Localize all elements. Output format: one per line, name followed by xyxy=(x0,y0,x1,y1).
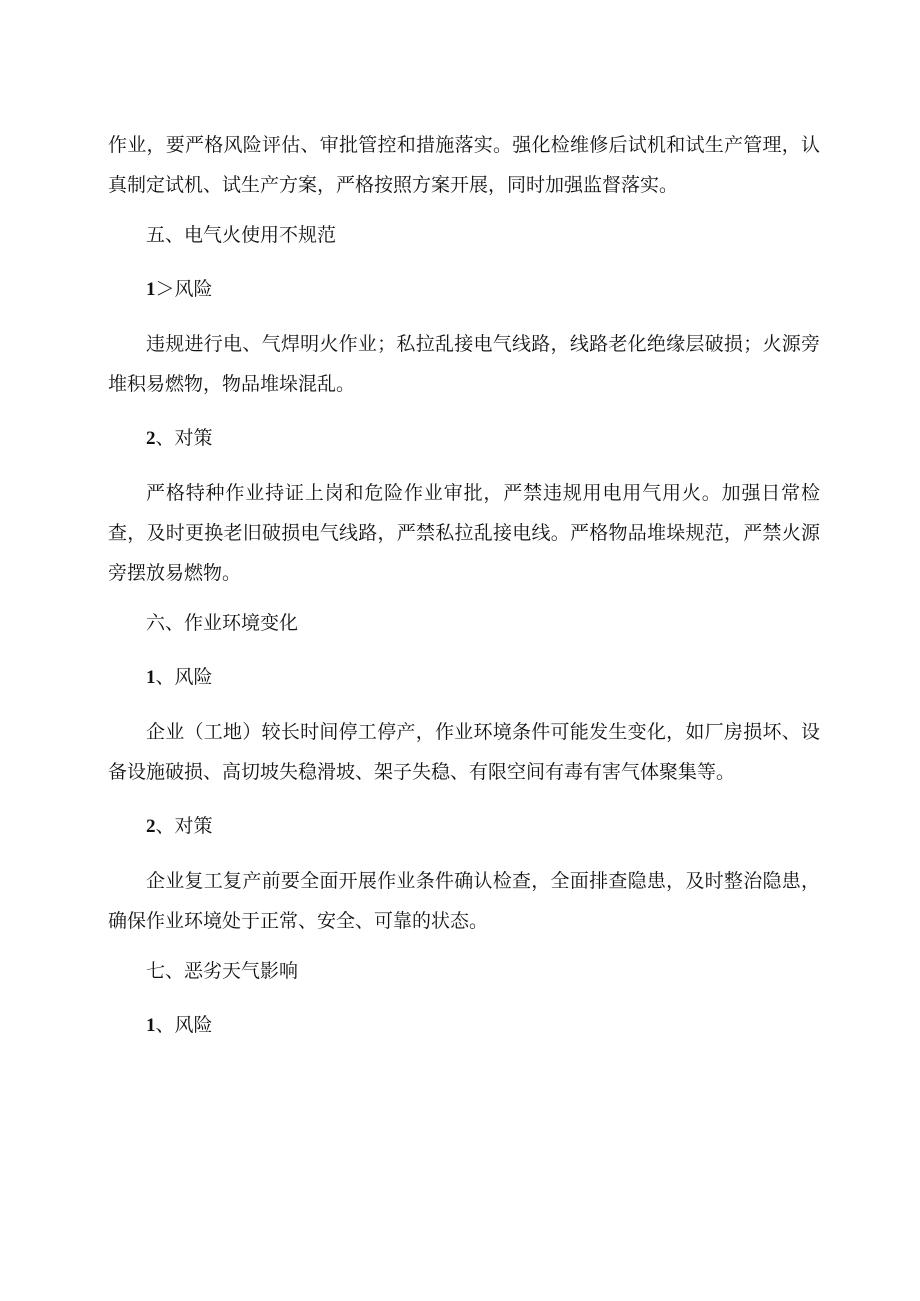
subheading-text: 、风险 xyxy=(155,666,213,688)
paragraph-5-risk: 违规进行电、气焊明火作业；私拉乱接电气线路，线路老化绝缘层破损；火源旁堆积易燃物，物品堆垛混乱。 xyxy=(108,333,820,395)
document-body xyxy=(108,125,820,1046)
section-heading-7: 七、恶劣天气影响 xyxy=(146,960,299,982)
section-heading-5: 五、电气火使用不规范 xyxy=(146,224,337,246)
subheading-number: 1 xyxy=(146,279,156,300)
subheading-text: 、对策 xyxy=(155,427,213,449)
subheading-number: 1 xyxy=(146,1015,156,1036)
paragraph-continued-measures: 作业，要严格风险评估、审批管控和措施落实。强化检维修后试机和试生产管理，认真制定试机、试生产方案，严格按照方案开展，同时加强监督落实。 xyxy=(108,134,820,196)
section-heading-6: 六、作业环境变化 xyxy=(146,612,299,634)
subheading-7-risk xyxy=(108,1005,820,1046)
subheading-text: 、对策 xyxy=(155,815,213,837)
subheading-number: 2 xyxy=(146,816,156,837)
subheading-5-measure xyxy=(108,418,820,459)
subheading-6-risk xyxy=(108,657,820,698)
subheading-text: 、风险 xyxy=(155,1014,213,1036)
paragraph-5-measure: 严格特种作业持证上岗和危险作业审批，严禁违规用电用气用火。加强日常检查，及时更换老旧破损电气线路，严禁私拉乱接电线。严格物品堆垛规范，严禁火源旁摆放易燃物。 xyxy=(108,482,820,584)
subheading-5-risk xyxy=(108,269,820,310)
subheading-6-measure xyxy=(108,806,820,847)
subheading-text: ＞风险 xyxy=(155,278,213,300)
subheading-number: 2 xyxy=(146,428,156,449)
subheading-number: 1 xyxy=(146,667,156,688)
paragraph-6-measure: 企业复工复产前要全面开展作业条件确认检查，全面排查隐患，及时整治隐患，确保作业环境处于正常、安全、可靠的状态。 xyxy=(108,870,820,932)
paragraph-6-risk: 企业（工地）较长时间停工停产，作业环境条件可能发生变化，如厂房损坏、设备设施破损、高切坡失稳滑坡、架子失稳、有限空间有毒有害气体聚集等。 xyxy=(108,721,820,783)
